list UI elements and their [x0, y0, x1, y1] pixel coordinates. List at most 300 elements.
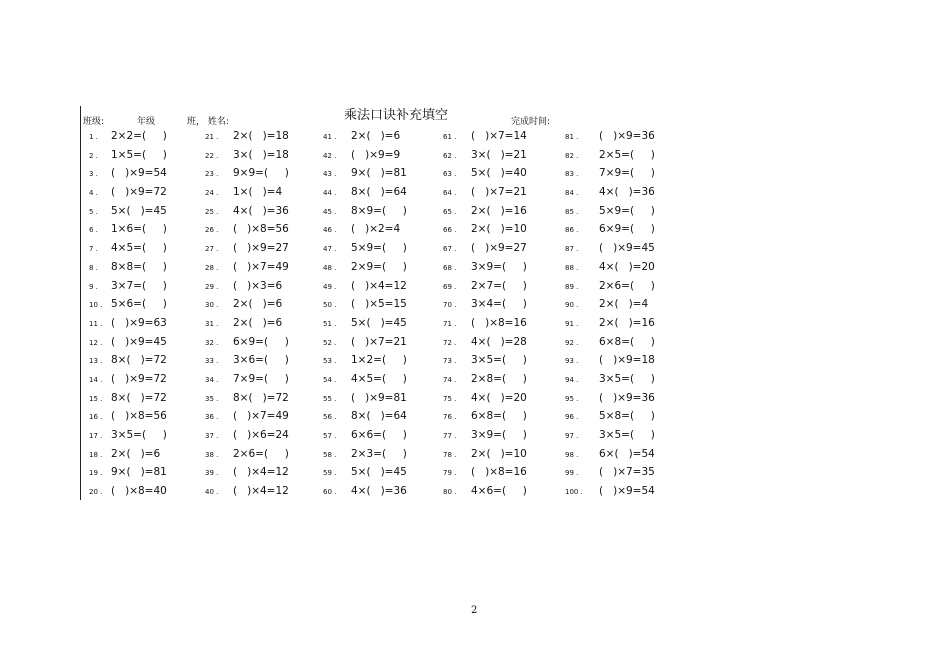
problem-row	[205, 220, 289, 239]
problem-row	[565, 370, 655, 389]
problem-row	[323, 258, 407, 277]
problem-row	[205, 445, 289, 464]
problem-row	[205, 183, 289, 202]
problem-row	[565, 220, 655, 239]
problem-row	[89, 183, 167, 202]
problem-equation: 7×9=( )	[599, 167, 655, 180]
problem-equation: 3×4=( )	[471, 298, 527, 311]
problem-row	[89, 370, 167, 389]
problem-row	[89, 127, 167, 146]
problem-row	[443, 463, 527, 482]
problem-number: 29 .	[205, 282, 219, 291]
problem-number: 69 .	[443, 282, 457, 291]
problem-number: 90 .	[565, 301, 579, 310]
problem-row	[89, 202, 167, 221]
problem-row	[323, 277, 407, 296]
problem-row	[89, 426, 167, 445]
problem-equation: 9×( )=81	[111, 466, 167, 479]
problem-number: 33 .	[205, 357, 219, 366]
problem-number: 49 .	[323, 282, 337, 291]
problem-number: 41 .	[323, 133, 337, 141]
problem-equation: 4×5=( )	[111, 242, 167, 255]
problem-equation: 2×6=( )	[233, 447, 289, 460]
problem-number: 31 .	[205, 319, 219, 328]
problem-equation: ( )×8=40	[111, 485, 167, 498]
problem-number: 75 .	[443, 394, 457, 403]
problem-equation: 2×( )=18	[233, 130, 289, 142]
problem-row	[443, 482, 527, 501]
problem-equation: 4×( )=36	[233, 204, 289, 217]
problem-equation: 3×5=( )	[111, 429, 167, 441]
problem-row	[443, 351, 527, 370]
problem-number: 18 .	[89, 450, 103, 459]
problem-equation: ( )×9=72	[111, 186, 167, 199]
problem-equation: ( )×9=27	[471, 242, 527, 255]
problem-row	[89, 164, 167, 183]
problem-row	[443, 389, 527, 408]
problem-row	[565, 351, 655, 370]
problem-equation: ( )×3=6	[233, 279, 283, 292]
problem-row	[205, 463, 289, 482]
problem-number: 8 .	[89, 263, 98, 272]
problem-equation: 8×( )=64	[351, 186, 407, 199]
problem-equation: ( )×7=35	[599, 466, 655, 479]
problem-equation: 4×5=( )	[351, 372, 407, 385]
problem-equation: 5×( )=45	[111, 204, 167, 217]
class-label: 班级:	[83, 117, 105, 127]
problem-equation: 5×( )=40	[471, 167, 527, 180]
problem-row	[205, 146, 289, 165]
problem-row	[323, 351, 407, 370]
problem-row	[205, 202, 289, 221]
problem-equation: ( )×8=16	[471, 316, 527, 329]
problem-number: 14 .	[89, 375, 103, 384]
problem-number: 53 .	[323, 357, 337, 366]
problem-number: 6 .	[89, 226, 98, 235]
problem-row	[565, 407, 655, 426]
problem-equation: ( )×7=49	[233, 260, 289, 273]
problem-number: 15 .	[89, 394, 103, 403]
problem-number: 24 .	[205, 189, 219, 198]
problem-row	[323, 146, 407, 165]
problem-equation: 2×9=( )	[351, 260, 407, 273]
problem-equation: 3×5=( )	[471, 354, 527, 367]
problem-row	[565, 277, 655, 296]
problem-equation: 2×( )=16	[471, 204, 527, 217]
problem-equation: 9×9=( )	[233, 167, 289, 180]
problem-equation: ( )×4=12	[233, 466, 289, 479]
problem-number: 34 .	[205, 375, 219, 384]
problem-number: 81 .	[565, 133, 579, 141]
problem-number: 42 .	[323, 151, 337, 160]
problem-number: 85 .	[565, 207, 579, 216]
problem-equation: ( )×8=16	[471, 466, 527, 479]
problem-number: 100 .	[565, 488, 583, 497]
problem-equation: 2×( )=6	[111, 447, 161, 460]
problem-number: 98 .	[565, 450, 579, 459]
problem-row	[89, 314, 167, 333]
problem-equation: 5×9=( )	[599, 204, 655, 217]
problem-equation: 9×( )=81	[351, 167, 407, 180]
problem-row	[89, 389, 167, 408]
problem-row	[443, 146, 527, 165]
problem-equation: 7×9=( )	[233, 372, 289, 385]
problem-row	[205, 239, 289, 258]
problem-equation: ( )×9=36	[599, 391, 655, 404]
problem-row	[565, 127, 655, 146]
problem-equation: ( )×9=54	[599, 485, 655, 498]
problem-row	[565, 202, 655, 221]
problem-row	[89, 295, 167, 314]
problem-equation: ( )×9=72	[111, 372, 167, 385]
problem-number: 19 .	[89, 469, 103, 478]
problem-number: 82 .	[565, 151, 579, 160]
problem-row	[89, 445, 167, 464]
problem-number: 44 .	[323, 189, 337, 198]
problem-row	[565, 295, 655, 314]
problem-number: 96 .	[565, 413, 579, 422]
problem-equation: 8×8=( )	[111, 260, 167, 273]
problem-equation: 1×( )=4	[233, 186, 283, 199]
problem-number: 38 .	[205, 450, 219, 459]
problem-equation: 3×6=( )	[233, 354, 289, 367]
problem-equation: 5×6=( )	[111, 298, 167, 311]
problem-number: 83 .	[565, 170, 579, 179]
problem-row	[323, 407, 407, 426]
problem-row	[443, 164, 527, 183]
problem-equation: 4×( )=20	[471, 391, 527, 404]
problem-equation: 8×( )=72	[233, 391, 289, 404]
problem-row	[323, 389, 407, 408]
problem-row	[443, 258, 527, 277]
problem-equation: 3×5=( )	[599, 372, 655, 385]
problem-number: 9 .	[89, 282, 98, 291]
problem-equation: 4×6=( )	[471, 485, 527, 498]
problem-number: 91 .	[565, 319, 579, 328]
problem-row	[565, 183, 655, 202]
problem-number: 23 .	[205, 170, 219, 179]
problem-number: 16 .	[89, 413, 103, 422]
problem-row	[205, 314, 289, 333]
problem-equation: 1×6=( )	[111, 223, 167, 236]
problem-number: 17 .	[89, 432, 103, 440]
problem-number: 26 .	[205, 226, 219, 235]
problem-number: 54 .	[323, 375, 337, 384]
problem-equation: 6×9=( )	[599, 223, 655, 236]
problem-equation: ( )×7=21	[351, 335, 407, 348]
problem-equation: 2×3=( )	[351, 447, 407, 460]
problem-equation: 2×( )=6	[233, 316, 283, 329]
problem-number: 3 .	[89, 170, 98, 179]
problem-equation: ( )×4=12	[233, 485, 289, 498]
problem-number: 86 .	[565, 226, 579, 235]
problem-number: 10 .	[89, 301, 103, 310]
problem-equation: 6×8=( )	[471, 410, 527, 423]
problem-number: 61 .	[443, 133, 457, 141]
completion-time-label: 完成时间:	[511, 117, 551, 127]
problem-row	[443, 183, 527, 202]
problem-number: 93 .	[565, 357, 579, 366]
problem-row	[443, 239, 527, 258]
problem-number: 48 .	[323, 263, 337, 272]
problem-row	[323, 426, 407, 445]
problem-column	[89, 127, 167, 501]
problem-number: 71 .	[443, 319, 457, 328]
problem-number: 39 .	[205, 469, 219, 478]
problem-number: 95 .	[565, 394, 579, 403]
problem-number: 77 .	[443, 432, 457, 440]
problem-equation: ( )×9=27	[233, 242, 289, 255]
problem-equation: ( )×5=15	[351, 298, 407, 311]
problem-equation: 4×( )=20	[599, 260, 655, 273]
problem-number: 84 .	[565, 189, 579, 198]
problem-number: 57 .	[323, 432, 337, 440]
problem-number: 21 .	[205, 133, 219, 141]
problem-row	[323, 482, 407, 501]
problem-equation: ( )×9=45	[599, 242, 655, 255]
problem-row	[89, 463, 167, 482]
problem-row	[205, 295, 289, 314]
problem-row	[205, 482, 289, 501]
problem-number: 66 .	[443, 226, 457, 235]
problem-number: 62 .	[443, 151, 457, 160]
problem-number: 65 .	[443, 207, 457, 216]
problem-number: 68 .	[443, 263, 457, 272]
problem-row	[89, 482, 167, 501]
problem-equation: ( )×7=21	[471, 186, 527, 199]
problem-row	[443, 314, 527, 333]
problem-row	[323, 164, 407, 183]
problem-row	[443, 370, 527, 389]
problem-equation: 2×( )=6	[351, 130, 401, 142]
problem-equation: ( )×8=56	[233, 223, 289, 236]
problem-number: 36 .	[205, 413, 219, 422]
problem-row	[565, 445, 655, 464]
problem-number: 11 .	[89, 319, 103, 328]
problem-row	[323, 183, 407, 202]
problem-number: 78 .	[443, 450, 457, 459]
problem-row	[205, 426, 289, 445]
problem-row	[89, 220, 167, 239]
problem-equation: 3×9=( )	[471, 429, 527, 441]
problem-equation: ( )×7=14	[471, 130, 527, 142]
problem-number: 70 .	[443, 301, 457, 310]
problem-row	[565, 258, 655, 277]
problem-number: 80 .	[443, 488, 457, 497]
problem-equation: 1×2=( )	[351, 354, 407, 367]
problem-row	[323, 370, 407, 389]
problem-equation: 4×( )=28	[471, 335, 527, 348]
problem-number: 25 .	[205, 207, 219, 216]
problem-equation: 8×( )=72	[111, 354, 167, 367]
problem-row	[443, 333, 527, 352]
problem-number: 43 .	[323, 170, 337, 179]
problem-row	[323, 295, 407, 314]
problem-row	[565, 239, 655, 258]
problem-equation: 2×( )=4	[599, 298, 649, 311]
problem-row	[323, 314, 407, 333]
problem-equation: 5×9=( )	[351, 242, 407, 255]
problem-equation: 2×2=( )	[111, 130, 167, 142]
problem-row	[565, 333, 655, 352]
problem-equation: ( )×9=81	[351, 391, 407, 404]
problem-number: 50 .	[323, 301, 337, 310]
problem-equation: 3×( )=18	[233, 148, 289, 161]
problem-row	[205, 389, 289, 408]
grade-label: 年级	[137, 117, 156, 127]
problem-row	[443, 127, 527, 146]
worksheet-title: 乘法口诀补充填空	[344, 108, 449, 123]
problem-row	[89, 258, 167, 277]
problem-equation: ( )×9=36	[599, 130, 655, 142]
problem-number: 72 .	[443, 338, 457, 347]
problem-row	[323, 239, 407, 258]
problem-number: 37 .	[205, 432, 219, 440]
problem-equation: 2×8=( )	[471, 372, 527, 385]
problem-row	[443, 407, 527, 426]
problem-equation: 4×( )=36	[351, 485, 407, 498]
problem-equation: 4×( )=36	[599, 186, 655, 199]
problem-row	[565, 463, 655, 482]
problem-row	[323, 220, 407, 239]
problem-row	[565, 482, 655, 501]
problem-row	[205, 333, 289, 352]
problem-row	[323, 127, 407, 146]
problem-row	[89, 351, 167, 370]
page-number: 2	[471, 605, 478, 616]
problem-number: 35 .	[205, 394, 219, 403]
problem-row	[443, 202, 527, 221]
problem-equation: 2×( )=10	[471, 223, 527, 236]
problem-number: 51 .	[323, 319, 337, 328]
problem-equation: ( )×9=63	[111, 316, 167, 329]
problem-number: 73 .	[443, 357, 457, 366]
problem-equation: ( )×6=24	[233, 429, 289, 441]
problem-number: 76 .	[443, 413, 457, 422]
problem-number: 5 .	[89, 207, 98, 216]
problem-row	[565, 146, 655, 165]
problem-row	[565, 426, 655, 445]
problem-row	[205, 370, 289, 389]
problem-number: 46 .	[323, 226, 337, 235]
problem-column	[205, 127, 289, 501]
problem-number: 56 .	[323, 413, 337, 422]
problem-row	[89, 146, 167, 165]
problem-number: 40 .	[205, 488, 219, 497]
problem-row	[205, 351, 289, 370]
problem-number: 58 .	[323, 450, 337, 459]
problem-column	[565, 127, 655, 501]
problem-equation: 5×( )=45	[351, 316, 407, 329]
problem-row	[205, 164, 289, 183]
problem-row	[89, 407, 167, 426]
problem-number: 22 .	[205, 151, 219, 160]
problem-number: 55 .	[323, 394, 337, 403]
problem-number: 87 .	[565, 245, 579, 254]
name-label: 班， 姓名:	[187, 117, 229, 127]
problem-row	[89, 277, 167, 296]
problem-equation: ( )×2=4	[351, 223, 401, 236]
problem-row	[443, 426, 527, 445]
problem-row	[89, 333, 167, 352]
problem-row	[443, 277, 527, 296]
problem-equation: 3×( )=21	[471, 148, 527, 161]
problem-row	[205, 407, 289, 426]
problem-row	[565, 314, 655, 333]
problem-equation: 2×( )=6	[233, 298, 283, 311]
problem-equation: 6×( )=54	[599, 447, 655, 460]
problem-number: 13 .	[89, 357, 103, 366]
problem-number: 67 .	[443, 245, 457, 254]
problem-row	[323, 202, 407, 221]
problem-equation: 8×( )=72	[111, 391, 167, 404]
problem-row	[205, 258, 289, 277]
problem-equation: 6×8=( )	[599, 335, 655, 348]
problem-row	[323, 445, 407, 464]
problem-number: 79 .	[443, 469, 457, 478]
problem-equation: ( )×7=49	[233, 410, 289, 423]
problem-equation: 5×8=( )	[599, 410, 655, 423]
problem-equation: ( )×9=45	[111, 335, 167, 348]
problem-equation: 5×( )=45	[351, 466, 407, 479]
problem-equation: 3×7=( )	[111, 279, 167, 292]
problem-row	[565, 389, 655, 408]
problem-number: 63 .	[443, 170, 457, 179]
problem-equation: ( )×8=56	[111, 410, 167, 423]
problem-equation: ( )×9=9	[351, 148, 401, 161]
problem-number: 4 .	[89, 189, 98, 198]
problem-equation: ( )×9=18	[599, 354, 655, 367]
problem-row	[323, 333, 407, 352]
problem-number: 64 .	[443, 189, 457, 198]
problem-number: 60 .	[323, 488, 337, 497]
problem-number: 92 .	[565, 338, 579, 347]
problem-number: 28 .	[205, 263, 219, 272]
problem-number: 30 .	[205, 301, 219, 310]
problem-number: 99 .	[565, 469, 579, 478]
problem-equation: 8×( )=64	[351, 410, 407, 423]
problem-equation: ( )×4=12	[351, 279, 407, 292]
problem-row	[443, 445, 527, 464]
problem-number: 97 .	[565, 432, 579, 440]
problem-number: 7 .	[89, 245, 98, 254]
problem-equation: 3×5=( )	[599, 429, 655, 441]
problem-number: 1 .	[89, 133, 98, 141]
problem-row	[205, 127, 289, 146]
problem-number: 74 .	[443, 375, 457, 384]
problem-row	[205, 277, 289, 296]
problem-number: 59 .	[323, 469, 337, 478]
problem-row	[443, 295, 527, 314]
problem-number: 52 .	[323, 338, 337, 347]
problem-number: 94 .	[565, 375, 579, 384]
problem-number: 27 .	[205, 245, 219, 254]
problem-equation: 6×9=( )	[233, 335, 289, 348]
problem-row	[89, 239, 167, 258]
problem-equation: 2×7=( )	[471, 279, 527, 292]
problem-number: 12 .	[89, 338, 103, 347]
problem-column	[443, 127, 527, 501]
problem-number: 47 .	[323, 245, 337, 254]
problem-equation: 2×( )=16	[599, 316, 655, 329]
problem-equation: 1×5=( )	[111, 148, 167, 161]
problem-equation: 3×9=( )	[471, 260, 527, 273]
problem-number: 45 .	[323, 207, 337, 216]
problem-equation: 6×6=( )	[351, 429, 407, 441]
problem-number: 89 .	[565, 282, 579, 291]
problem-equation: ( )×9=54	[111, 167, 167, 180]
problem-equation: 2×5=( )	[599, 148, 655, 161]
